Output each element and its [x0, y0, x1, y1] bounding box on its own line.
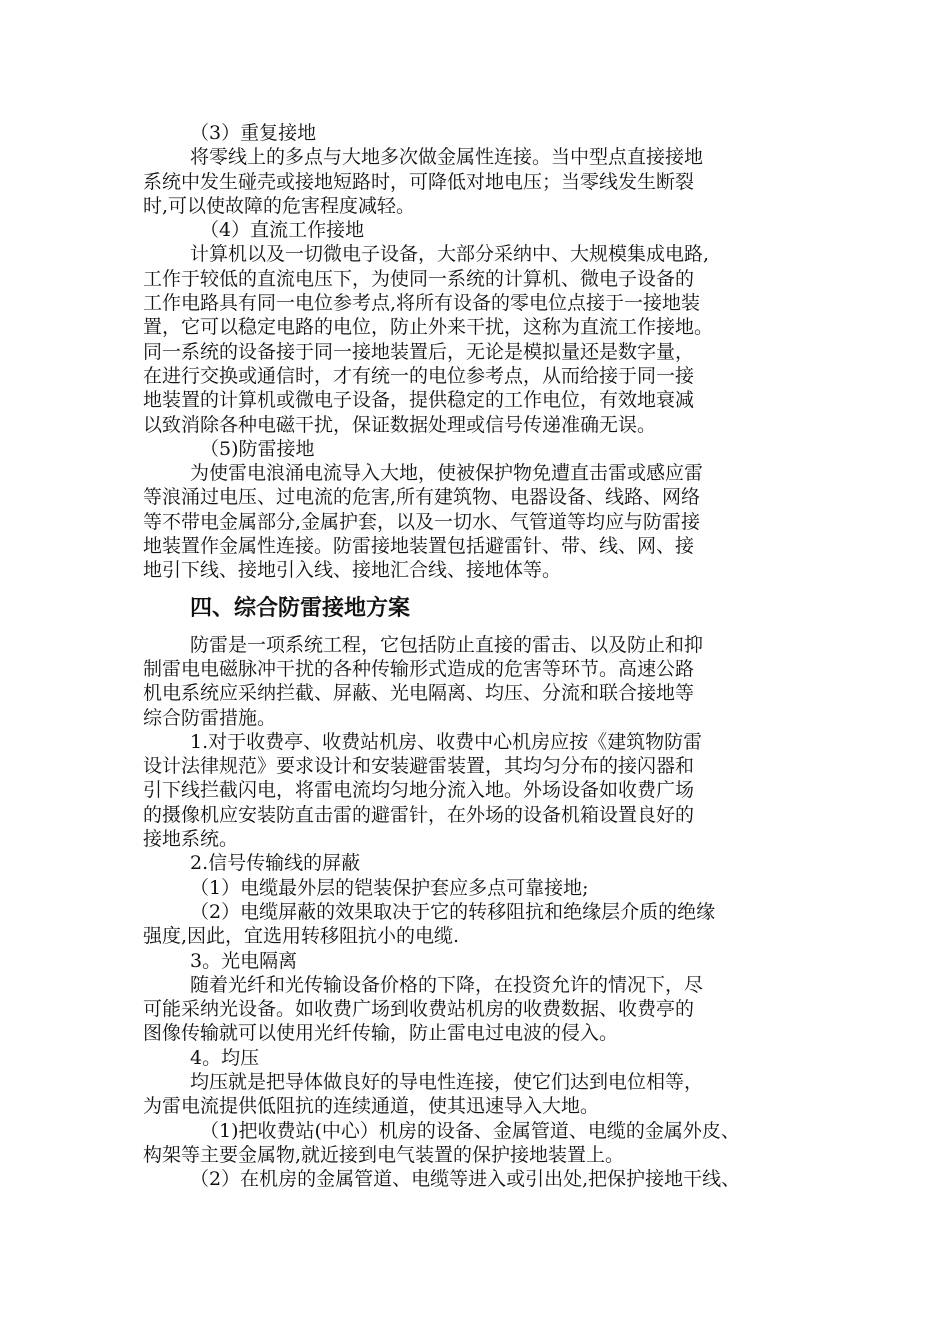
- paragraph-line: 2.信号传输线的屏蔽: [190, 852, 361, 875]
- paragraph-line: 综合防雷措施。: [143, 706, 277, 729]
- paragraph-line: 的摄像机应安装防直击雷的避雷针，在外场的设备机箱设置良好的: [143, 803, 695, 826]
- paragraph-line: 接地系统。: [143, 828, 239, 851]
- paragraph-line: （2）在机房的金属管道、电缆等进入或引出处,把保护接地干线、: [190, 1168, 741, 1191]
- paragraph-line: （3）重复接地: [190, 122, 317, 144]
- document-page: [143, 121, 833, 1191]
- paragraph-line: 等浪涌过电压、过电流的危害,所有建筑物、电器设备、线路、网络: [143, 486, 701, 509]
- paragraph-line: 为雷电流提供低阻抗的连续通道，使其迅速导入大地。: [143, 1095, 600, 1118]
- paragraph-line: 计算机以及一切微电子设备，大部分采纳中、大规模集成电路,: [190, 243, 710, 266]
- paragraph-line: 设计法律规范》要求设计和安装避雷装置，其均匀分布的接闪器和: [143, 755, 695, 778]
- paragraph-line: 时,可以使故障的危害程度减轻。: [143, 194, 416, 217]
- paragraph-line: 1.对于收费亭、收费站机房、收费中心机房应按《建筑物防雷: [190, 730, 703, 753]
- paragraph-line: 随着光纤和光传输设备价格的下降，在投资允许的情况下，尽: [190, 973, 704, 996]
- paragraph-line: （1)把收费站(中心）机房的设备、金属管道、电缆的金属外皮、: [200, 1119, 740, 1142]
- paragraph-line: 将零线上的多点与大地多次做金属性连接。当中型点直接接地: [190, 146, 704, 169]
- paragraph-line: 4。均压: [190, 1046, 260, 1069]
- paragraph-line: 工作电路具有同一电位参考点,将所有设备的零电位点接于一接地装: [143, 292, 701, 315]
- paragraph-line: 置，它可以稳定电路的电位，防止外来干扰，这称为直流工作接地。: [143, 316, 714, 339]
- paragraph-line: 均压就是把导体做良好的导电性连接，使它们达到电位相等，: [190, 1070, 704, 1093]
- paragraph-line: （1）电缆最外层的铠装保护套应多点可靠接地;: [190, 876, 589, 899]
- paragraph-line: 引下线拦截闪电，将雷电流均匀地分流入地。外场设备如收费广场: [143, 779, 695, 802]
- paragraph-line: 以致消除各种电磁干扰，保证数据处理或信号传递准确无误。: [143, 413, 657, 436]
- section-heading: 四、综合防雷接地方案: [190, 595, 411, 621]
- paragraph-line: 图像传输就可以使用光纤传输，防止雷电过电波的侵入。: [143, 1022, 619, 1045]
- paragraph-line: 机电系统应采纳拦截、屏蔽、光电隔离、均压、分流和联合接地等: [143, 682, 695, 705]
- paragraph-line: （5)防雷接地: [200, 437, 315, 460]
- paragraph-line: 3。光电隔离: [190, 949, 298, 972]
- paragraph-line: 同一系统的设备接于同一接地装置后，无论是模拟量还是数字量，: [143, 340, 695, 363]
- section-grounding-types: [143, 121, 833, 583]
- paragraph-line: （4）直流工作接地: [200, 219, 365, 242]
- paragraph-line: 可能采纳光设备。如收费广场到收费站机房的收费数据、收费亭的: [143, 998, 695, 1021]
- paragraph-line: 在进行交换或通信时，才有统一的电位参考点，从而给接于同一接: [143, 364, 695, 387]
- paragraph-line: 防雷是一项系统工程，它包括防止直接的雷击、以及防止和抑: [190, 633, 704, 656]
- paragraph-line: 强度,因此，宜选用转移阻抗小的电缆.: [143, 925, 460, 948]
- paragraph-line: （2）电缆屏蔽的效果取决于它的转移阻抗和绝缘层介质的绝缘: [190, 900, 716, 923]
- paragraph-line: 构架等主要金属物,就近接到电气装置的保护接地装置上。: [143, 1143, 625, 1166]
- paragraph-line: 等不带电金属部分,金属护套，以及一切水、气管道等均应与防雷接: [143, 510, 701, 533]
- paragraph-line: 工作于较低的直流电压下，为使同一系统的计算机、微电子设备的: [143, 267, 695, 290]
- paragraph-line: 为使雷电浪涌电流导入大地，使被保护物免遭直击雷或感应雷: [190, 462, 704, 485]
- paragraph-line: 系统中发生碰壳或接地短路时，可降低对地电压；当零线发生断裂: [143, 170, 695, 193]
- paragraph-line: 地装置作金属性连接。防雷接地装置包括避雷针、带、线、网、接: [143, 535, 695, 558]
- paragraph-line: 制雷电电磁脉冲干扰的各种传输形式造成的危害等环节。高速公路: [143, 657, 695, 680]
- section-lightning-protection: [143, 633, 833, 1192]
- paragraph-line: 地引下线、接地引入线、接地汇合线、接地体等。: [143, 559, 562, 582]
- paragraph-line: 地装置的计算机或微电子设备，提供稳定的工作电位，有效地衰减: [143, 389, 695, 412]
